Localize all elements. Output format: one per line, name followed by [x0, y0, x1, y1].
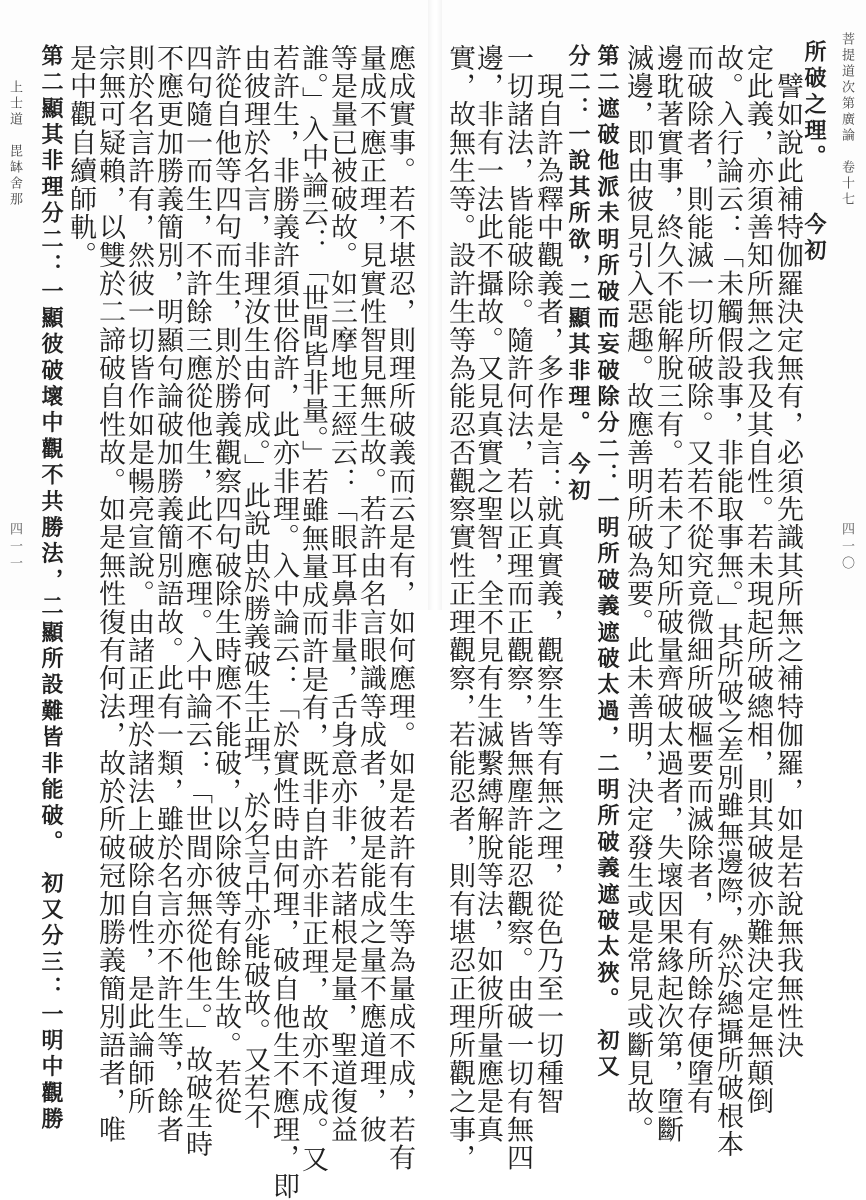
text-column: 邊，非有一法此不攝故。又見真實之聖智，全不見有生滅繫縛解脫等法，如彼所量應是真 — [472, 44, 503, 1144]
text-column: 而破除者，則能滅一切所破除。又若不從究竟微細所破樞要而滅除者，有所餘存便墮有 — [682, 44, 713, 1116]
text-column: 則於名言許有，然彼一切皆作如是暢亮宣說。由諸正理於諸法上破除自性，是此論師所 — [123, 44, 154, 1116]
page-number: 四一〇 — [839, 522, 854, 573]
text-column: 誰。」入中論云：「世間皆非量。」若雖無量成而許是有，既非自許亦非正理，故亦不成。又 — [297, 44, 328, 1174]
text-column: 宗無可疑賴，以雙於二諦破自性故。如是無性復有何法，故於所破冠加勝義簡別語者，唯 — [94, 44, 125, 1144]
text-column-heading: 所破之理。 今初 — [801, 40, 827, 265]
text-column: 實，故無生等。設許生等為能忍否觀察實性正理觀察，若能忍者，則有堪忍正理所觀之事， — [444, 44, 475, 1172]
text-column: 譬如說此補特伽羅決定無有，必須先識其所無之補特伽羅，如是若說無我無性決 — [772, 44, 803, 1060]
text-column: 是中觀自續師軌。 — [65, 44, 96, 270]
text-column: 若許生，非勝義許須世俗許，此亦非理。入中論云：「於實性時由何理，破自他生不應理，即 — [268, 44, 299, 1200]
text-column: 不應更加勝義簡別，明顯句論破加勝義簡別語故。此有一類，雖於名言亦不許生等，餘者 — [152, 44, 183, 1144]
text-column: 邊耽著實事，終久不能解脫三有。若未了知所破量齊破太過者，失壞因果緣起次第，墮斷 — [652, 44, 683, 1144]
text-column: 四句隨一而生，不許餘三應從他生，此不應理。入中論云：「世間亦無從他生。」故破生時 — [181, 44, 212, 1159]
section-heading: 第二遮破他派未明所破而妄破除分二：一明所破義遮破太過，二明所破義遮破太狹。 初又 — [594, 44, 620, 1081]
left-page — [0, 0, 432, 1200]
text-column: 等是量已被破故。如三摩地王經云：「眼耳鼻非量，舌身意亦非，若諸根是量，聖道復益 — [326, 44, 357, 1144]
page-number: 四一一 — [7, 522, 22, 573]
text-column: 由彼理於名言，非理汝生由何成。」此說由於勝義破生正理，於名言中亦能破故。又若不 — [239, 44, 270, 1131]
running-title: 菩提道次第廣論 卷十七 — [839, 32, 854, 208]
text-column: 故。入行論云：「未觸假設事，非能取事無。」其所破之差別雖無邊際，然於總攝所破根本 — [712, 44, 743, 1159]
text-column: 滅邊，即由彼見引入惡趣。故應善明所破為要。此未善明，決定發生或是常見或斷見故。 — [622, 44, 653, 1144]
text-column: 量成不應正理，見實性智見無生故。若許由名言眼識等成者，彼是能成之量不應道理，彼 — [355, 44, 386, 1144]
text-column: 應成實事。若不堪忍，則理所破義而云是有，如何應理。如是若許有生等為量成不成，若有 — [384, 44, 415, 1172]
text-column: 現自許為釋中觀義者，多作是言：就真實義，觀察生等有無之理，從色乃至一切種智 — [532, 44, 563, 1116]
text-column: 許從自他等四句而生，則於勝義觀察四句破除生時應不能破，以除彼等有餘生故。若從 — [210, 44, 241, 1116]
section-heading: 分二：一說其所欲，二顯其非理。 今初 — [565, 44, 591, 505]
text-column: 定此義，亦須善知所無之我及其自性。若未現起所破總相，則其破彼亦難決定是無顛倒 — [742, 44, 773, 1116]
section-heading: 第二顯其非理分二：一顯彼破壞中觀不共勝法，二顯所設難皆非能破。 初又分三：一明中觀勝 — [38, 44, 64, 1134]
right-page — [440, 0, 866, 1172]
footer-section-label: 上士道 毘缽舍那 — [7, 80, 22, 208]
text-column: 一切諸法，皆能破除。隨許何法，若以正理而正觀察，皆無塵許能忍觀察。由破一切有無四 — [502, 44, 533, 1172]
